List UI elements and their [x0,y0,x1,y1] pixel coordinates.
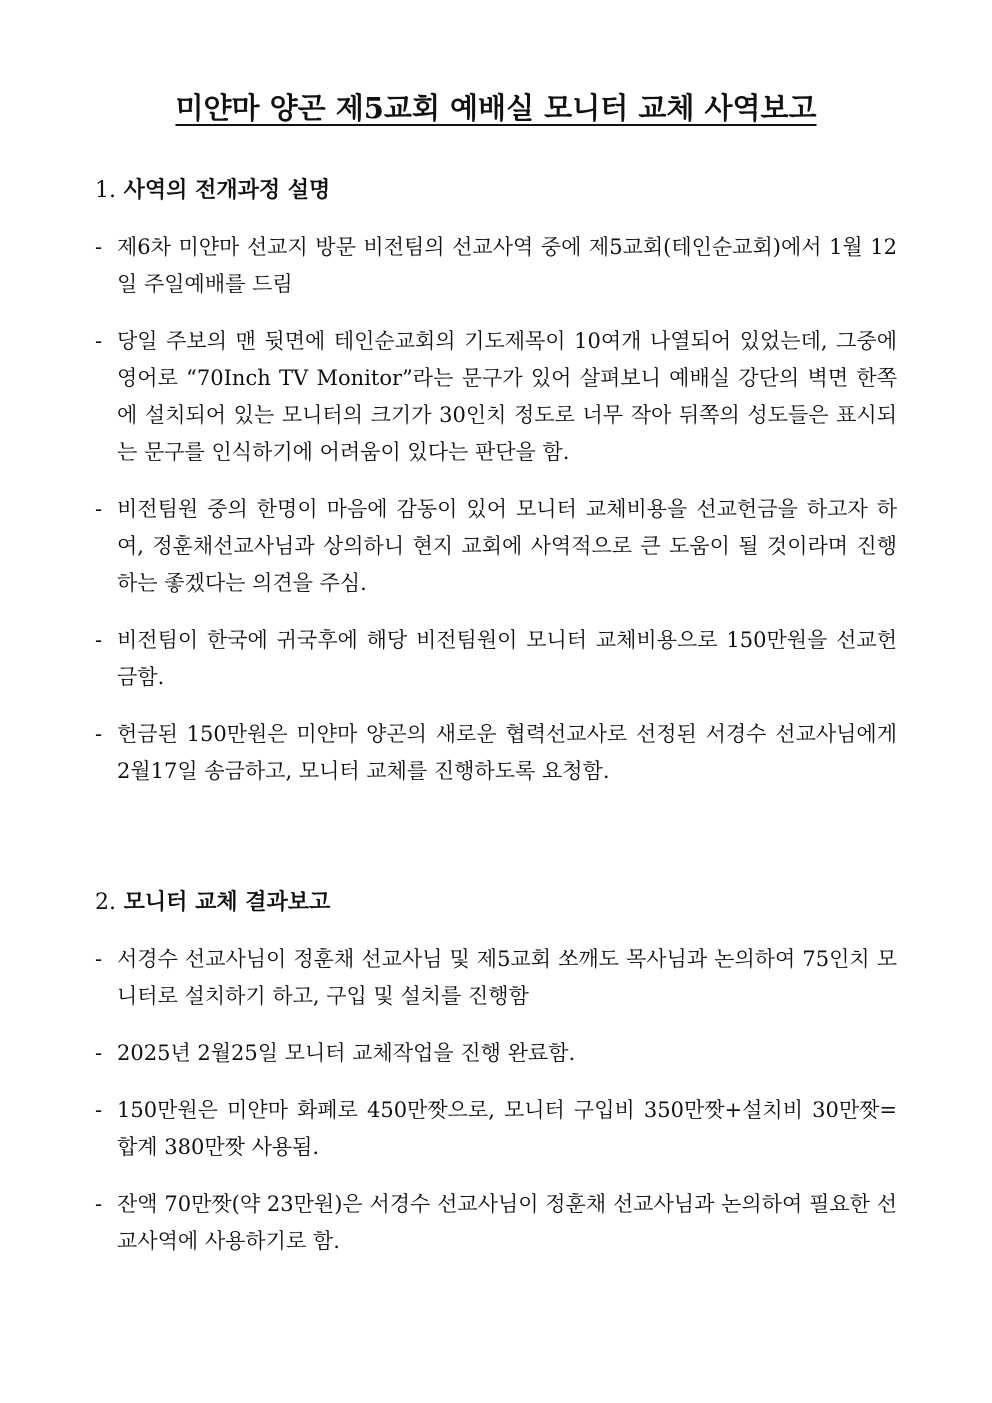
list-item-text: 헌금된 150만원은 미얀마 양곤의 새로운 협력선교사로 선정된 서경수 선교사님에게 2월17일 송금하고, 모니터 교체를 진행하도록 요청함. [117,722,897,783]
list-item-text: 비전팀이 한국에 귀국후에 해당 비전팀원이 모니터 교체비용으로 150만원을 선교헌금함. [117,628,897,689]
section-process [95,172,897,810]
list-item [95,491,897,602]
document-title: 미얀마 양곤 제5교회 예배실 모니터 교체 사역보고 [175,91,817,125]
bullet-dash: - [95,329,103,353]
list-item [95,1035,897,1072]
list-item [95,622,897,696]
bullet-dash: - [95,628,103,652]
section-heading [95,172,897,209]
list-item [95,1092,897,1166]
list-item-text: 150만원은 미얀마 화폐로 450만짯으로, 모니터 구입비 350만짯+설치비 30만짯=합계 380만짯 사용됨. [117,1098,897,1159]
list-item [95,716,897,790]
section-heading-text: 모니터 교체 결과보고 [123,889,331,915]
section-number: 2. [95,890,116,915]
list-item-text: 제6차 미얀마 선교지 방문 비전팀의 선교사역 중에 제5교회(테인순교회)에서 1월 12일 주일예배를 드림 [117,235,897,296]
section-heading-text: 사역의 전개과정 설명 [123,177,331,203]
list-item-text: 비전팀원 중의 한명이 마음에 감동이 있어 모니터 교체비용을 선교헌금을 하고자 하여, 정훈채선교사님과 상의하니 현지 교회에 사역적으로 큰 도움이 될 것이라며 진행하는 좋겠다는 의견을 주심. [117,497,897,595]
section-number: 1. [95,178,116,203]
list-item-text: 2025년 2월25일 모니터 교체작업을 진행 완료함. [117,1041,576,1065]
bullet-dash: - [95,722,103,746]
list-item [95,323,897,471]
bullet-dash: - [95,1192,103,1216]
bullet-dash: - [95,947,103,971]
list-item-text: 당일 주보의 맨 뒷면에 테인순교회의 기도제목이 10여개 나열되어 있었는데, 그중에 영어로 “70Inch TV Monitor”라는 문구가 있어 살펴보니 예배실 강단의 벽면 한쪽에 설치되어 있는 모니터의 크기가 30인치 정도로 너무 작아 뒤쪽의 성도들은 표시되는 문구를 인식하기에 어려움이 있다는 판단을 함. [117,329,897,464]
list-item [95,1186,897,1260]
bullet-dash: - [95,1041,103,1065]
bullet-dash: - [95,497,103,521]
list-item-text: 서경수 선교사님이 정훈채 선교사님 및 제5교회 쏘깨도 목사님과 논의하여 75인치 모니터로 설치하기 하고, 구입 및 설치를 진행함 [117,947,897,1008]
section-heading [95,884,897,921]
list-item [95,941,897,1015]
bullet-dash: - [95,235,103,259]
section-result [95,884,897,1280]
list-item-text: 잔액 70만짯(약 23만원)은 서경수 선교사님이 정훈채 선교사님과 논의하여 필요한 선교사역에 사용하기로 함. [117,1192,897,1253]
list-item [95,229,897,303]
bullet-dash: - [95,1098,103,1122]
